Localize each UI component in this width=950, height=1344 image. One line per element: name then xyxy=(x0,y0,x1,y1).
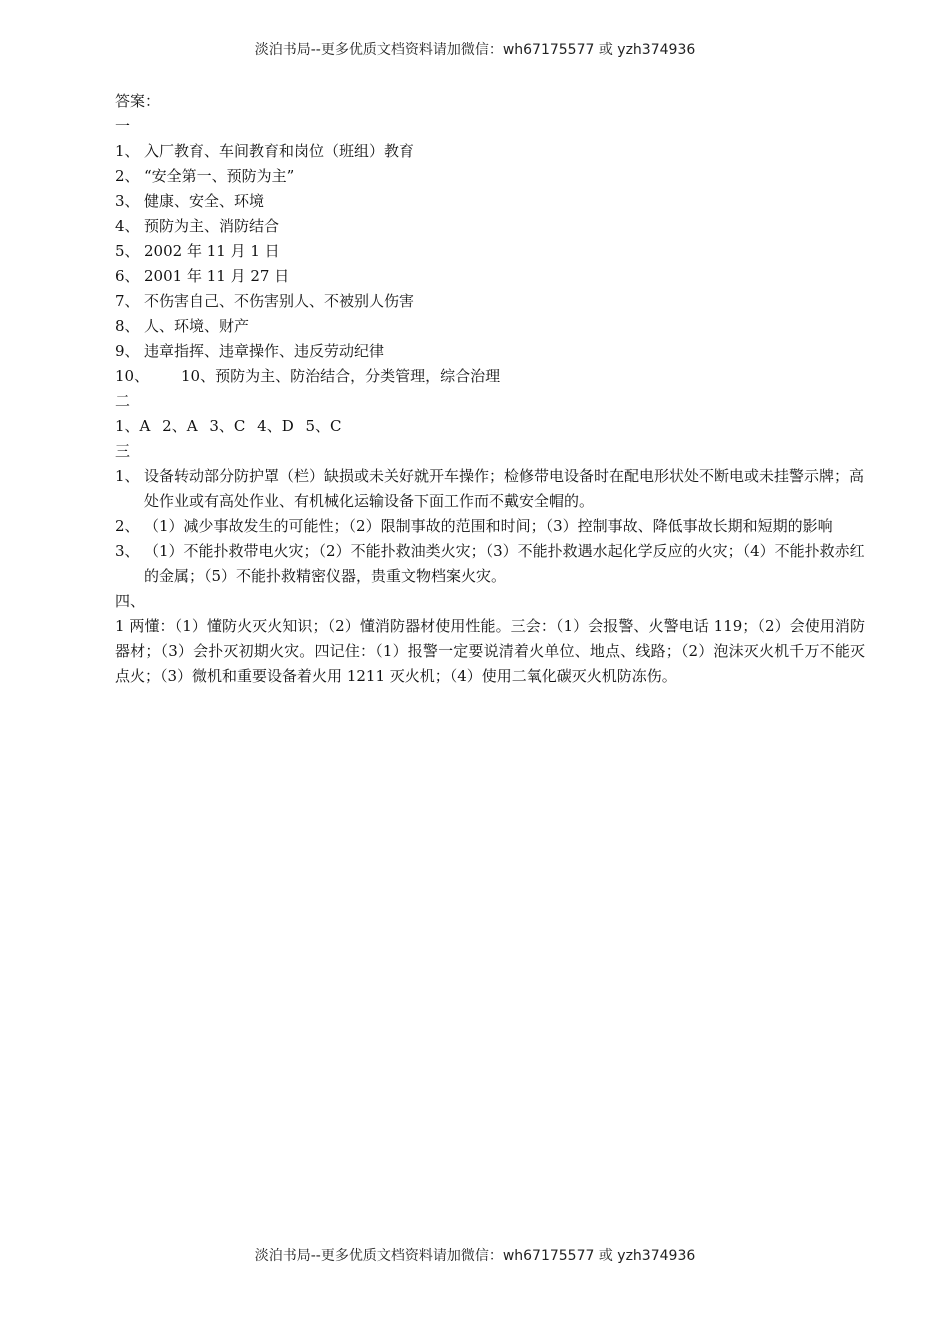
item-number: 1、 xyxy=(115,142,140,160)
item-text: “安全第一、预防为主” xyxy=(144,167,295,185)
item-number: 9、 xyxy=(115,342,140,360)
item-text: 2002 年 11 月 1 日 xyxy=(144,242,280,260)
page-footer: 淡泊书局--更多优质文档资料请加微信：wh67175577 或 yzh374936 xyxy=(254,1248,696,1264)
item-text: 人、环境、财产 xyxy=(144,317,250,335)
item-number: 3、 xyxy=(115,542,140,560)
answer-item xyxy=(115,289,865,314)
item-text: 违章指挥、违章操作、违反劳动纪律 xyxy=(144,342,385,360)
section1-list xyxy=(115,139,865,389)
answer-item xyxy=(115,164,865,189)
answer-item xyxy=(115,464,865,514)
answer-item xyxy=(115,339,865,364)
item-text: 2001 年 11 月 27 日 xyxy=(144,267,290,285)
document-body xyxy=(115,89,865,689)
section4-heading: 四、 xyxy=(115,592,146,610)
item-text: （1）不能扑救带电火灾；（2）不能扑救油类火灾；（3）不能扑救遇水起化学反应的火灾；（4）不能扑救赤红的金属；（5）不能扑救精密仪器，贵重文物档案火灾。 xyxy=(144,542,865,585)
answer-item xyxy=(115,539,865,589)
section2-heading: 二 xyxy=(115,392,131,410)
answer-item xyxy=(115,314,865,339)
item-number: 1、 xyxy=(115,467,140,485)
answer-item xyxy=(115,189,865,214)
answer-item xyxy=(115,239,865,264)
answer-item xyxy=(115,139,865,164)
answer-item xyxy=(115,264,865,289)
item-number: 8、 xyxy=(115,317,140,335)
item-number: 4、 xyxy=(115,217,140,235)
section3-list xyxy=(115,464,865,589)
page-header: 淡泊书局--更多优质文档资料请加微信：wh67175577 或 yzh374936 xyxy=(254,42,696,58)
answer-item xyxy=(115,364,865,389)
mc-answer: 4、D xyxy=(257,417,294,435)
item-text: 预防为主、消防结合 xyxy=(144,217,280,235)
item-number: 3、 xyxy=(115,192,140,210)
multiple-choice-answers xyxy=(115,414,865,439)
item-text: 入厂教育、车间教育和岗位（班组）教育 xyxy=(144,142,415,160)
mc-answer: 2、A xyxy=(162,417,198,435)
section3-heading: 三 xyxy=(115,442,131,460)
item-text: 健康、安全、环境 xyxy=(144,192,265,210)
item-number: 5、 xyxy=(115,242,140,260)
answer-item xyxy=(115,514,865,539)
item-text: 设备转动部分防护罩（栏）缺损或未关好就开车操作；检修带电设备时在配电形状处不断电或未挂警示牌；高处作业或有高处作业、有机械化运输设备下面工作而不戴安全帽的。 xyxy=(144,467,865,510)
section1-heading: 一 xyxy=(115,117,131,135)
mc-answer: 1、A xyxy=(115,417,151,435)
item-text: 10、预防为主、防治结合，分类管理，综合治理 xyxy=(181,367,501,385)
item-number: 7、 xyxy=(115,292,140,310)
item-text: （1）减少事故发生的可能性；（2）限制事故的范围和时间；（3）控制事故、降低事故长期和短期的影响 xyxy=(144,517,833,535)
mc-answer: 5、C xyxy=(305,417,342,435)
answers-title: 答案： xyxy=(115,92,161,110)
item-number: 2、 xyxy=(115,167,140,185)
section4-paragraph: 1 两懂：（1）懂防火灭火知识；（2）懂消防器材使用性能。三会：（1）会报警、火警电话 119；（2）会使用消防器材；（3）会扑灭初期火灾。四记住：（1）报警一定要说清着火单位、地点、线路；（2）泡沫灭火机千万不能灭点火；（3）微机和重要设备着火用 1211 灭火机；（4）使用二氧化碳灭火机防冻伤。 xyxy=(115,617,865,685)
item-number: 2、 xyxy=(115,517,140,535)
mc-answer: 3、C xyxy=(209,417,246,435)
item-text: 不伤害自己、不伤害别人、不被别人伤害 xyxy=(144,292,415,310)
item-number: 10、 xyxy=(115,367,150,385)
answer-item xyxy=(115,214,865,239)
item-number: 6、 xyxy=(115,267,140,285)
